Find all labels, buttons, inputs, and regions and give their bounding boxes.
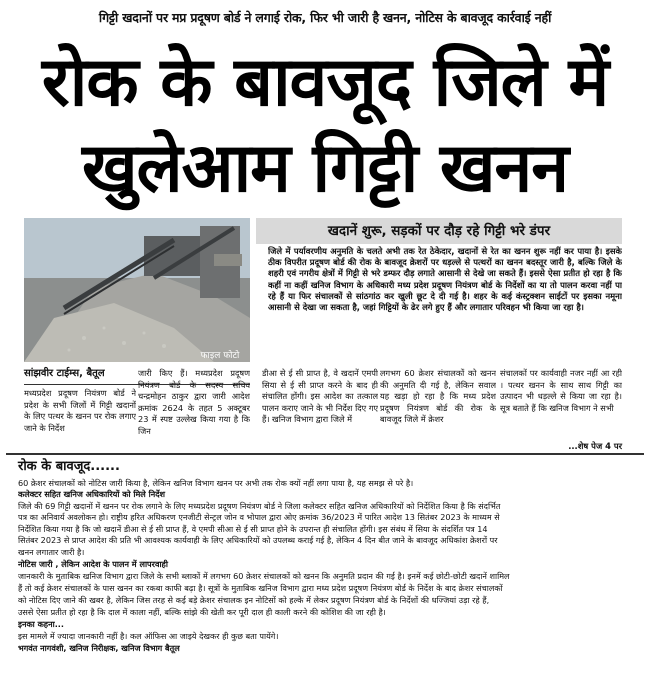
article-column-5: संचालकों पर कार्यवाही नजर नहीं आ रही । पत्थर खनन के साथ साथ गिट्टी का उत्पादन भी धड़ल्ले से किया जा रहा है। सूत्र बताते हैं कि खनिज विभाग ने सभी bbox=[500, 368, 622, 413]
body-line: निर्देशित किया गया है कि जो खदानें डीआ से ई सी प्राप्त हैं, वे एमपी सीआ से ई सी प्राप्त होने के उपरान्त ही संचालित होंगी। इस संबंध में सिया के संदर्शित पत्र 14 bbox=[18, 524, 488, 534]
lede-paragraph: जिले में पर्यावरणीय अनुमति के चलते अभी तक रेत ठेकेदार, खदानों से रेत का खनन शुरू नहीं कर पाया है। इसके ठीक विपरीत प्रदूषण बोर्ड की रोक के बावजूद क्रेशरों पर धड़ल्ले से पत्थरों का खनन बदस्तूर जारी है, बल्कि जिले के शहरी एवं नगरीय क्षेत्रों में गिट्टी से भरे डम्फर दौड़ लगाते आसानी से देखे जा सकते हैं। इससे ऐसा प्रतीत हो रहा है कि कहीं ना कहीं खनिज विभाग के अधिकारी मध्य प्रदेश प्रदूषण नियंत्रण बोर्ड के निर्देशों का या तो पालन करवा नहीं पा रहे हैं या फिर संचालकों से सांठगांठ कर खुली छूट दे दी गई है। शहर के कई कंस्ट्रक्शन साईटों पर इसका नमूना आसानी से देखा जा सकता है, जहां गिट्टियों के ढेर लगे हुए हैं और लगातार परिवहन भी किया जा रहा है। bbox=[268, 246, 622, 313]
section-heading: कलेक्टर सहित खनिज अधिकारियों को मिले निर्देश bbox=[18, 489, 165, 499]
continued-on-page: ...शेष पेज 4 पर bbox=[568, 441, 622, 451]
section-heading: इनका कहना... bbox=[18, 619, 64, 629]
article-column-2: जारी किए हैं। मध्यप्रदेश प्रदूषण नियंत्रण बोर्ड के सदस्य सचिव चन्द्रमोहन ठाकुर द्वारा जारी आदेश क्रमांक 2624 के तहत 5 अक्टूबर 23 में स्पष्ट उल्लेख किया गया है कि जिन bbox=[138, 368, 250, 436]
kicker-headline: गिट्टी खदानों पर मप्र प्रदूषण बोर्ड ने लगाई रोक, फिर भी जारी है खनन, नोटिस के बावजूद कार्रवाई नहीं bbox=[98, 10, 552, 25]
main-headline-line-2: खुलेआम गिट्टी खनन bbox=[81, 129, 569, 208]
main-headline-line-1: रोक के बावजूद जिले में bbox=[41, 43, 609, 122]
photo-caption: सांझवीर टाईम्स, बैतूल bbox=[24, 364, 250, 385]
body-line: सितंबर 2023 से प्राप्त आदेश की प्रति भी आवश्यक कार्यवाही के लिए अधिकारियों को उपलब्ध कराई गई है, लेकिन 4 दिन बीत जाने के बावजूद अधिकांश क्रेशरों पर bbox=[18, 535, 498, 545]
body-line: पत्र का अनिवार्य अवलोकन हो। राष्ट्रीय हरित अधिकरण एनजीटी सेन्ट्रल जोन व भोपाल द्वारा ओए क्रमांक 36/2023 में पारित आदेश 13 सितंबर 2023 के माध्यम से bbox=[18, 512, 500, 522]
byline: भगवंत नागवंशी, खनिज निरीक्षक, खनिज विभाग बैतूल bbox=[18, 643, 180, 653]
article-column-4: लगभग 60 क्रेशर संचालकों को खनन की अनुमति दी गई है, लेकिन सवाल यह खड़ा हो रहा है कि मध्य प्रदेश प्रदूषण नियंत्रण बोर्ड की रोक के बावजूद जिले में क्रेशर bbox=[380, 368, 496, 424]
body-line: जानकारी के मुताबिक खनिज विभाग द्वारा जिले के सभी ब्लाकों में लगभग 60 क्रेशर संचालकों को खनन कि अनुमति प्रदान की गई है। इनमें कई छोटी-छोटी खदानें शामिल bbox=[18, 571, 510, 581]
subheadline: खदानें शुरू, सड़कों पर दौड़ रहे गिट्टी भरे डंपर bbox=[256, 218, 622, 244]
article-column-3: डीआ से ई सी प्राप्त है, वे खदानें एमपी सिया से ई सी प्राप्त करने के बाद ही संचालित होंगी। इस आदेश का तत्काल पालन कराए जाने के भी निर्देश दिए गए हैं। खनिज विभाग द्वारा जिले में bbox=[262, 368, 378, 424]
body-line: हैं तो कई क्रेशर संचालकों के पास खनन का रकबा काफी बढ़ा है। सूत्रों के मुताबिक खनिज विभाग द्वारा मध्य प्रदेश प्रदूषण नियंत्रण बोर्ड के निर्देश के बाद क्रेशर संचालकों bbox=[18, 583, 503, 593]
body-line: इस मामले में ज्यादा जानकारी नहीं है। कल ऑफिस आ जाइये देखकर ही कुछ बता पायेंगे। bbox=[18, 631, 279, 641]
section-heading: नोटिस जारी , लेकिन आदेश के पालन में लापरवाही bbox=[18, 559, 168, 569]
photo-watermark: फाइल फोटो bbox=[200, 351, 240, 361]
section-divider bbox=[6, 453, 644, 455]
quarry-illustration bbox=[24, 218, 250, 362]
body-line: जिले की 69 गिट्टी खदानों में खनन पर रोक लगाने के लिए मध्यप्रदेश प्रदूषण नियंत्रण बोर्ड ने जिला कलेक्टर सहित खनिज अधिकारियों को निर्देशित किया है कि संदर्भित bbox=[18, 501, 501, 511]
article-column-1: मध्यप्रदेश प्रदूषण नियंत्रण बोर्ड ने प्रदेश के सभी जिलों में गिट्टी खदानों के लिए पत्थर के खनन पर रोक लगाए जाने के निर्देश bbox=[24, 388, 136, 433]
news-photo bbox=[24, 218, 250, 362]
body-line: को नोटिस दिए जाने की खबर है, लेकिन जिस तरह से कई बड़े क्रेशर संचालक इन नोटिसों को हल्के में लेकर प्रदूषण नियंत्रण बोर्ड के निर्देशों की धज्जियां उड़ा रहे हैं, bbox=[18, 595, 490, 605]
body-line: 60 क्रेशर संचालकों को नोटिस जारी किया है, लेकिन खनिज विभाग खनन पर अभी तक रोक क्यों नहीं लगा पाया है, यह समझ से परे है। bbox=[18, 478, 414, 488]
body-line: उससे ऐसा प्रतीत हो रहा है कि दाल में काला नहीं, बल्कि सांझे की खेती कर पूरी दाल ही काली करने की कोशिश की जा रही है। bbox=[18, 607, 386, 617]
body-line: खनन लगातार जारी है। bbox=[18, 547, 85, 557]
continuation-title: रोक के बावजूद...... bbox=[18, 459, 120, 474]
